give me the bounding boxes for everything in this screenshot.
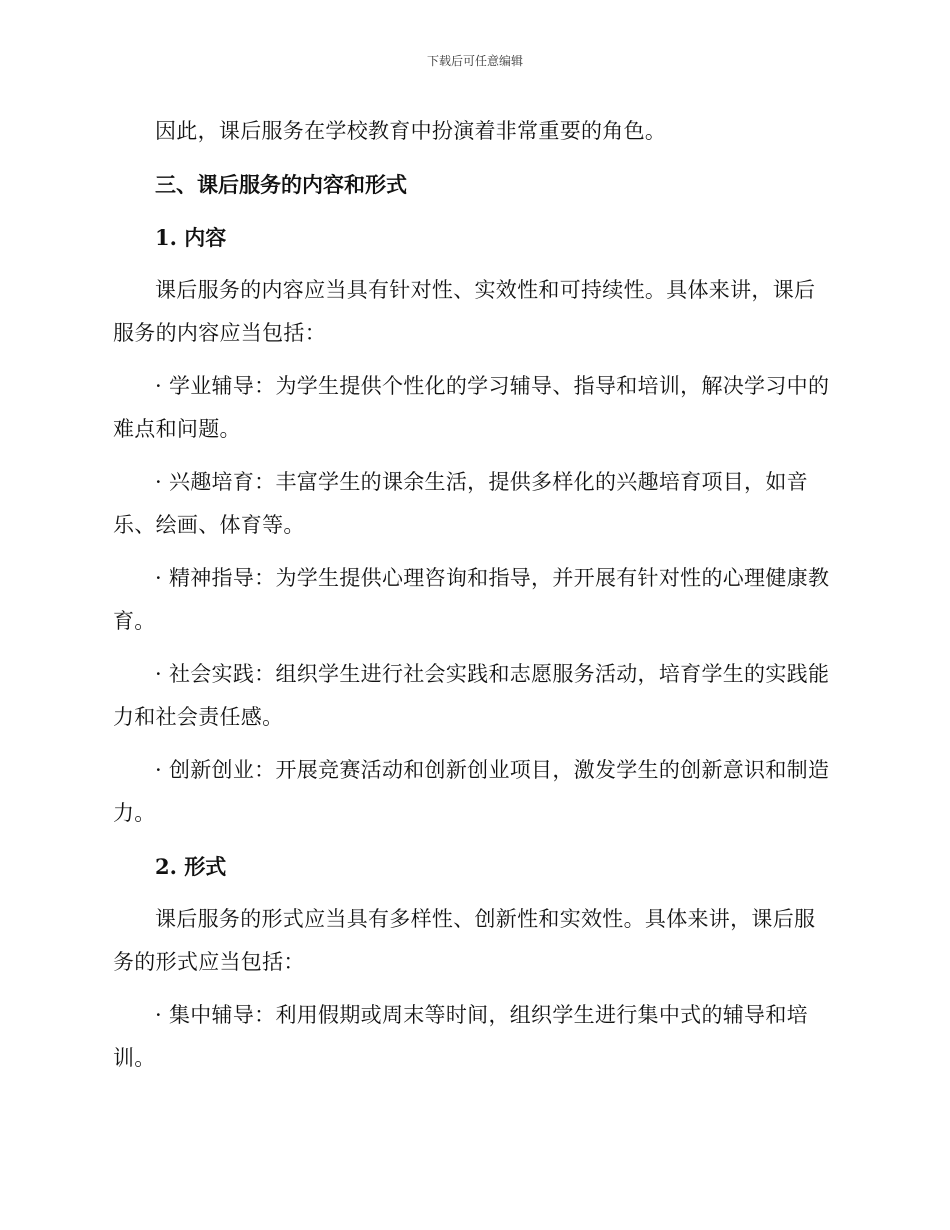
- paragraph-form-intro: 课后服务的形式应当具有多样性、创新性和实效性。具体来讲，课后服务的形式应当包括：: [113, 907, 816, 974]
- subheading-form: 2. 形式: [155, 854, 227, 879]
- list-item-social-practice: · 社会实践：组织学生进行社会实践和志愿服务活动，培育学生的实践能力和社会责任感。: [113, 662, 830, 729]
- document-body: [113, 110, 833, 1090]
- list-item-interest-cultivation: · 兴趣培育：丰富学生的课余生活，提供多样化的兴趣培育项目，如音乐、绘画、体育等。: [113, 470, 808, 537]
- list-item-mental-guidance: · 精神指导：为学生提供心理咨询和指导，并开展有针对性的心理健康教育。: [113, 566, 830, 633]
- list-item-academic-tutoring: · 学业辅导：为学生提供个性化的学习辅导、指导和培训，解决学习中的难点和问题。: [113, 374, 830, 441]
- section-heading-content-and-form: 三、课后服务的内容和形式: [155, 172, 407, 197]
- list-item-innovation: · 创新创业：开展竞赛活动和创新创业项目，激发学生的创新意识和制造力。: [113, 758, 830, 825]
- subheading-content: 1. 内容: [155, 225, 227, 250]
- paragraph-conclusion: 因此，课后服务在学校教育中扮演着非常重要的角色。: [155, 119, 667, 143]
- page-header: 下载后可任意编辑: [426, 54, 523, 68]
- list-item-centralized-tutoring: · 集中辅导：利用假期或周末等时间，组织学生进行集中式的辅导和培训。: [113, 1003, 808, 1070]
- paragraph-content-intro: 课后服务的内容应当具有针对性、实效性和可持续性。具体来讲，课后服务的内容应当包括：: [113, 278, 816, 345]
